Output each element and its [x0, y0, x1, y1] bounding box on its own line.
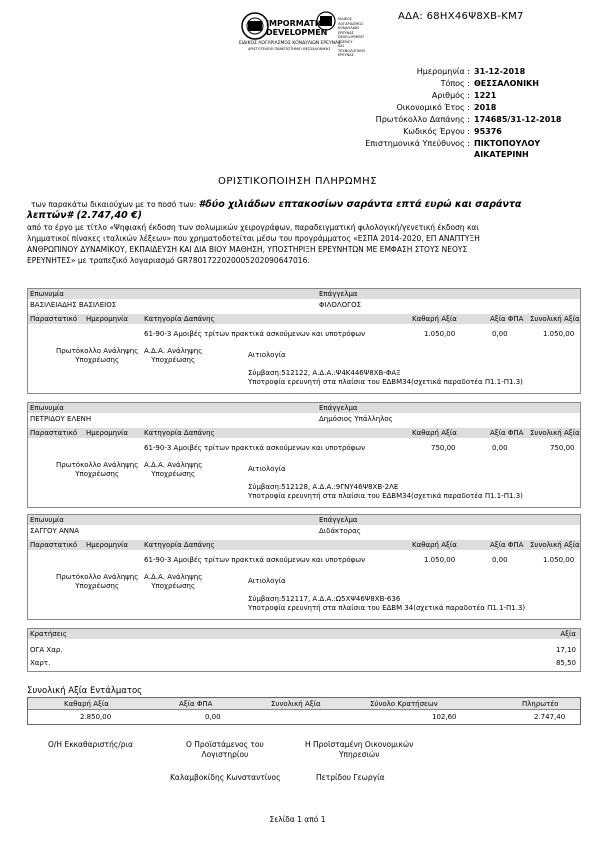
payee-name: ΣΑΓΓΟΥ ΑΝΝΑ: [30, 527, 80, 535]
logo-under-1: ΕΙΔΙΚΟΣ ΛΟΓΑΡΙΑΣΜΟΣ ΚΟΝΔΥΛΙΩΝ ΕΡΕΥΝΑΣ: [239, 41, 341, 46]
summary-table: Καθαρή Αξία Αξία ΦΠΑ Συνολική Αξία Σύνολο Κρατήσεων Πληρωτέο 2.850,00 0,00 102,60 2.747,40: [27, 697, 581, 725]
logo-text-2: DEVELOPMEN: [266, 28, 328, 37]
payee-net: 1.050,00: [424, 330, 456, 338]
payee-category: 61-90-3 Αμοιβές τρίτων πρακτικά ασκούμενων και υποτρόφων: [144, 556, 366, 564]
payee-vat: 0,00: [492, 444, 508, 452]
signatory-name-finance: Πετρίδου Γεωργία: [316, 773, 385, 782]
meta-value-supervisor: ΠΙΚΤΟΠΟΥΛΟΥ: [474, 139, 541, 148]
payee-vat: 0,00: [492, 556, 508, 564]
summary-title: Συνολική Αξία Εντάλματος: [27, 686, 143, 696]
payee-name: ΠΕΤΡΙΔΟΥ ΕΛΕΝΗ: [30, 415, 92, 423]
intro-paragraph: των παρακάτω δικαιούχων με το ποσό των: #δύο χιλιάδων επτακοσίων σαράντα επτά ευρώ και σαράντα λεπτών# (2.747,40 €) από το έργο με τίτλο «Ψηφιακή έκδοση των σολωμικών χειρογράφων, παραδειγματική φιλολογική/γενετική έκδοση και λημματικοί πίνακες ιταλικών λέξεων» που χρηματοδοτείται μέσω του προγράμματος «ΕΣΠΑ 2014-2020, ΕΠ ΑΝΑΠΤΥΞΗ ΑΝΘΡΩΠΙΝΟΥ ΔΥΝΑΜΙΚΟΥ, ΕΚΠΑΙΔΕΥΣΗ ΚΑΙ ΔΙΑ ΒΙΟΥ ΜΑΘΗΣΗ, ΥΠΟΣΤΗΡΙΞΗ ΕΡΕΥΝΗΤΩΝ ΜΕ ΕΜΦΑΣΗ ΣΤΟΥΣ ΝΕΟΥΣ ΕΡΕΥΝΗΤΕΣ» με τραπεζικό λογαριασμό GR7801722020005202090647016.: [27, 199, 522, 265]
ada-number: ΑΔΑ: 68ΗΧ46Ψ8ΧΒ-ΚΜ7: [398, 11, 524, 22]
institution-logo: [234, 9, 364, 55]
withholding-value: 85,50: [555, 659, 576, 667]
meta-label-date: Ημερομηνία :: [416, 67, 470, 76]
payee-reason: Υποτροφία ερευνητή στα πλαίσια του ΕΔΒΜ34(σχετικά παραδοτέα Π1.1-Π1.3): [248, 378, 523, 386]
payee-net: 750,00: [431, 444, 456, 452]
payee-category: 61-90-3 Αμοιβές τρίτων πρακτικά ασκούμενων και υποτρόφων: [144, 330, 366, 338]
meta-value-supervisor-2: ΑΙΚΑΤΕΡΙΝΗ: [474, 150, 529, 159]
meta-value-place: ΘΕΣΣΑΛΟΝΙΚΗ: [474, 79, 539, 88]
withholding-label: Χαρτ.: [30, 659, 51, 667]
payee-block-1: Επωνυμία Επάγγελμα ΒΑΣΙΛΕΙΑΔΗΣ ΒΑΣΙΛΕΙΟΣ ΦΙΛΟΛΟΓΟΣ Παραστατικό Ημερομηνία Κατηγορία Δαπάνης Καθαρή Αξία Αξία ΦΠΑ Συνολική Αξία 61-90-3 Αμοιβές τρίτων πρακτικά ασκούμενων και υποτρόφων 1.050,00 0,00 1.050,00 Πρωτόκολλο Ανάληψης Υποχρέωσης Α.Δ.Α. Ανάληψης Υποχρέωσης Αιτιολογία Σύμβαση:512122, Α.Δ.Α.:Ψ4Κ446Ψ8ΧΒ-ΦΑΞ Υποτροφία ερευνητή στα πλαίσια του ΕΔΒΜ34(σχετικά παραδοτέα Π1.1-Π1.3): [27, 288, 581, 394]
meta-value-date: 31-12-2018: [474, 67, 526, 76]
payee-contract: Σύμβαση:512128, Α.Δ.Α.:9ΓΝΥ46Ψ8ΧΒ-2ΛΕ: [248, 483, 399, 491]
payee-reason: Υποτροφία ερευνητή στα πλαίσια του ΕΔΒΜ34(σχετικά παραδοτέα Π1.1-Π1.3): [248, 492, 523, 500]
signature-finance: Η Προϊσταμένη Οικονομικών Υπηρεσιών: [305, 740, 414, 759]
payee-job: ΦΙΛΟΛΟΓΟΣ: [319, 301, 362, 309]
meta-value-fiscal-year: 2018: [474, 103, 497, 112]
meta-value-protocol: 174685/31-12-2018: [474, 115, 562, 124]
meta-label-place: Τόπος :: [440, 79, 470, 88]
meta-label-supervisor: Επιστημονικά Υπεύθυνος :: [365, 139, 470, 148]
logo-side-text: ΕΙΔΙΚΟΣ ΛΟΓΑΡΙΑΣΜΟΣ ΚΟΝΔΥΛΙΩΝ ΕΡΕΥΝΑΣ DEVELOPMENT AGENCY ΚΑΙ ΤΕΧΝΟΛΟΓΙΚΗΣ ΕΡΕΥΝΑΣ: [338, 17, 366, 57]
summary-withholdings: 102,60: [432, 713, 457, 721]
meta-label-fiscal-year: Οικονομικό Έτος :: [396, 103, 470, 112]
meta-value-project-code: 95376: [474, 127, 502, 136]
summary-payable: 2.747,40: [534, 713, 566, 721]
meta-label-project-code: Κωδικός Έργου :: [403, 127, 470, 136]
payee-block-3: Επωνυμία Επάγγελμα ΣΑΓΓΟΥ ΑΝΝΑ Διδάκτορας Παραστατικό Ημερομηνία Κατηγορία Δαπάνης Καθαρή Αξία Αξία ΦΠΑ Συνολική Αξία 61-90-3 Αμοιβές τρίτων πρακτικά ασκούμενων και υποτρόφων 1.050,00 0,00 1.050,00 Πρωτόκολλο Ανάληψης Υποχρέωσης Α.Δ.Α. Ανάληψης Υποχρέωσης Αιτιολογία Σύμβαση:512117, Α.Δ.Α.:Ω5ΧΨ46Ψ8ΧΒ-636 Υποτροφία ερευνητή στα πλαίσια του ΕΔΒΜ 34(σχετικά παραδοτέα Π1.1-Π1.3): [27, 514, 581, 620]
meta-label-protocol: Πρωτόκολλο Δαπάνης :: [375, 115, 470, 124]
payee-vat: 0,00: [492, 330, 508, 338]
meta-value-number: 1221: [474, 91, 497, 100]
payee-contract: Σύμβαση:512117, Α.Δ.Α.:Ω5ΧΨ46Ψ8ΧΒ-636: [248, 595, 401, 603]
signature-accounting: Ο Προϊστάμενος του Λογιστηρίου: [186, 740, 264, 759]
payee-category: 61-90-3 Αμοιβές τρίτων πρακτικά ασκούμενων και υποτρόφων: [144, 444, 366, 452]
withholdings-table: Κρατήσεις Αξία ΟΓΑ Χαρ. 17,10 Χαρτ. 85,50: [27, 628, 581, 672]
payee-reason: Υποτροφία ερευνητή στα πλαίσια του ΕΔΒΜ 34(σχετικά παραδοτέα Π1.1-Π1.3): [248, 604, 526, 612]
payee-block-2: Επωνυμία Επάγγελμα ΠΕΤΡΙΔΟΥ ΕΛΕΝΗ Δημόσιος Υπάλληλος Παραστατικό Ημερομηνία Κατηγορία Δαπάνης Καθαρή Αξία Αξία ΦΠΑ Συνολική Αξία 61-90-3 Αμοιβές τρίτων πρακτικά ασκούμενων και υποτρόφων 750,00 0,00 750,00 Πρωτόκολλο Ανάληψης Υποχρέωσης Α.Δ.Α. Ανάληψης Υποχρέωσης Αιτιολογία Σύμβαση:512128, Α.Δ.Α.:9ΓΝΥ46Ψ8ΧΒ-2ΛΕ Υποτροφία ερευνητή στα πλαίσια του ΕΔΒΜ34(σχετικά παραδοτέα Π1.1-Π1.3): [27, 402, 581, 508]
meta-label-number: Αριθμός :: [431, 91, 470, 100]
summary-net: 2.850,00: [80, 713, 112, 721]
payee-net: 1.050,00: [424, 556, 456, 564]
signatory-name-accounting: Καλαμβοκίδης Κωνσταντίνος: [170, 773, 281, 782]
payee-contract: Σύμβαση:512122, Α.Δ.Α.:Ψ4Κ446Ψ8ΧΒ-ΦΑΞ: [248, 369, 401, 377]
payee-job: Δημόσιος Υπάλληλος: [319, 415, 393, 423]
withholding-value: 17,10: [555, 646, 576, 654]
summary-vat: 0,00: [205, 713, 221, 721]
payee-total: 1.050,00: [543, 330, 575, 338]
payee-total: 750,00: [550, 444, 575, 452]
payee-name: ΒΑΣΙΛΕΙΑΔΗΣ ΒΑΣΙΛΕΙΟΣ: [30, 301, 117, 309]
signature-clearing: Ο/Η Εκκαθαριστής/ρια: [48, 740, 134, 749]
payee-total: 1.050,00: [543, 556, 575, 564]
page-title: ΟΡΙΣΤΙΚΟΠΟΙΗΣΗ ΠΛΗΡΩΜΗΣ: [217, 176, 378, 187]
logo-text-1: IMPORMATICS: [266, 19, 330, 28]
logo-under-2: ΑΡΙΣΤΟΤΕΛΕΙΟ ΠΑΝΕΠΙΣΤΗΜΙΟ ΘΕΣΣΑΛΟΝΙΚΗΣ: [248, 47, 331, 51]
payee-job: Διδάκτορας: [319, 527, 361, 535]
withholding-label: ΟΓΑ Χαρ.: [30, 646, 63, 654]
page-number: Σελίδα 1 από 1: [269, 815, 326, 824]
